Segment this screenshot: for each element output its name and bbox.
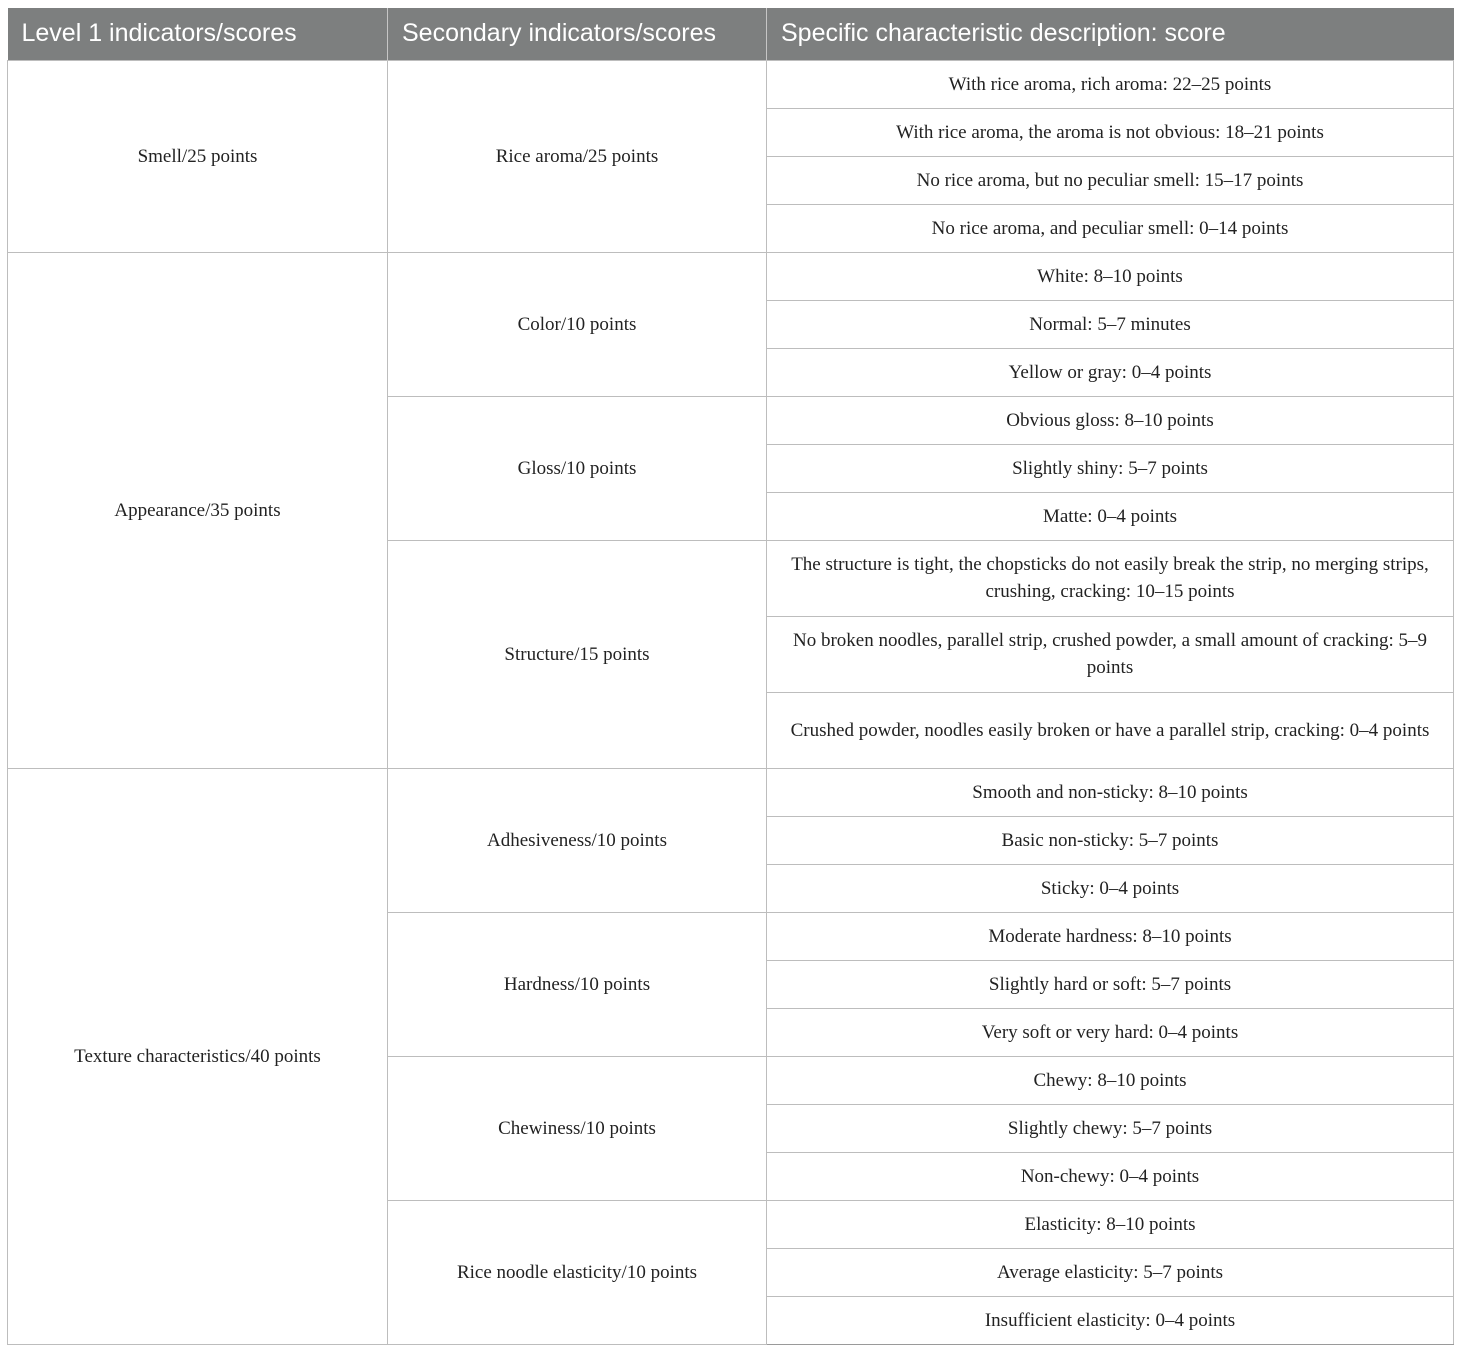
secondary-cell-elasticity: Rice noodle elasticity/10 points (388, 1200, 767, 1344)
description-cell: No rice aroma, and peculiar smell: 0–14 points (767, 204, 1454, 252)
description-cell: Moderate hardness: 8–10 points (767, 912, 1454, 960)
table-row (8, 60, 1454, 108)
description-cell: With rice aroma, rich aroma: 22–25 points (767, 60, 1454, 108)
description-cell: Basic non-sticky: 5–7 points (767, 816, 1454, 864)
description-cell: The structure is tight, the chopsticks do not easily break the strip, no merging strips, crushing, cracking: 10–15 points (767, 540, 1454, 616)
table-row (8, 252, 1454, 300)
header-description: Specific characteristic description: score (767, 8, 1454, 60)
description-cell: No rice aroma, but no peculiar smell: 15–17 points (767, 156, 1454, 204)
header-secondary: Secondary indicators/scores (388, 8, 767, 60)
description-cell: Chewy: 8–10 points (767, 1056, 1454, 1104)
description-cell: Sticky: 0–4 points (767, 864, 1454, 912)
description-cell: White: 8–10 points (767, 252, 1454, 300)
table-row (8, 768, 1454, 816)
description-cell: Normal: 5–7 minutes (767, 300, 1454, 348)
description-cell: Non-chewy: 0–4 points (767, 1152, 1454, 1200)
description-cell: Slightly shiny: 5–7 points (767, 444, 1454, 492)
table-header (8, 8, 1454, 60)
description-cell: No broken noodles, parallel strip, crushed powder, a small amount of cracking: 5–9 points (767, 616, 1454, 692)
level1-cell-appearance: Appearance/35 points (8, 252, 388, 768)
secondary-cell-chewiness: Chewiness/10 points (388, 1056, 767, 1200)
description-cell: Matte: 0–4 points (767, 492, 1454, 540)
secondary-cell-color: Color/10 points (388, 252, 767, 396)
description-cell: Elasticity: 8–10 points (767, 1200, 1454, 1248)
description-cell: With rice aroma, the aroma is not obvious: 18–21 points (767, 108, 1454, 156)
description-cell: Yellow or gray: 0–4 points (767, 348, 1454, 396)
description-cell: Crushed powder, noodles easily broken or have a parallel strip, cracking: 0–4 points (767, 692, 1454, 768)
secondary-cell-hardness: Hardness/10 points (388, 912, 767, 1056)
description-cell: Slightly chewy: 5–7 points (767, 1104, 1454, 1152)
secondary-cell-gloss: Gloss/10 points (388, 396, 767, 540)
secondary-cell-rice-aroma: Rice aroma/25 points (388, 60, 767, 252)
header-level1: Level 1 indicators/scores (8, 8, 388, 60)
description-cell: Slightly hard or soft: 5–7 points (767, 960, 1454, 1008)
description-cell: Obvious gloss: 8–10 points (767, 396, 1454, 444)
secondary-cell-structure: Structure/15 points (388, 540, 767, 768)
description-cell: Insufficient elasticity: 0–4 points (767, 1296, 1454, 1344)
description-cell: Very soft or very hard: 0–4 points (767, 1008, 1454, 1056)
level1-cell-texture: Texture characteristics/40 points (8, 768, 388, 1344)
table-body (8, 60, 1454, 1344)
level1-cell-smell: Smell/25 points (8, 60, 388, 252)
scoring-table (7, 8, 1454, 1345)
description-cell: Smooth and non-sticky: 8–10 points (767, 768, 1454, 816)
header-row (8, 8, 1454, 60)
description-cell: Average elasticity: 5–7 points (767, 1248, 1454, 1296)
secondary-cell-adhesiveness: Adhesiveness/10 points (388, 768, 767, 912)
